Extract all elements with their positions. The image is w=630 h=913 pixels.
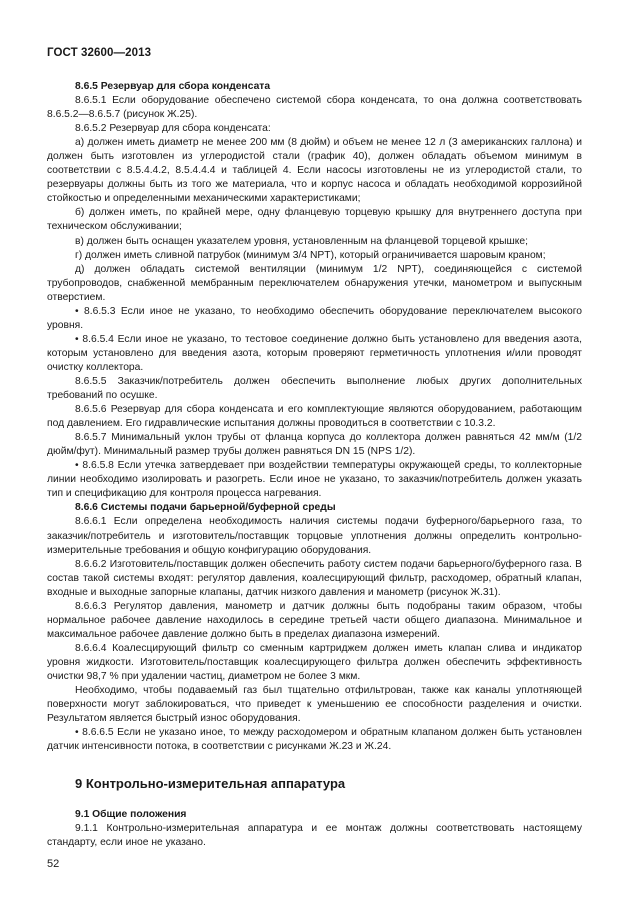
page-number: 52 [47,858,60,870]
paragraph: 8.6.5.7 Минимальный уклон трубы от фланца корпуса до коллектора должен равняться 42 мм/м (1/2 дюйм/фут). Минимальный размер трубы должен равняться DN 15 (NPS 1/2). [47,432,582,458]
bullet-paragraph: • 8.6.5.4 Если иное не указано, то тестовое соединение должно быть установлено для введения азота, которым установлено для введения азота, которым проверяют герметичность уплотнения и/или проводят очистку коллектора. [47,333,582,375]
paragraph: 8.6.5.1 Если оборудование обеспечено системой сбора конденсата, то она должна соответствовать 8.6.5.2—8.6.5.7 (рисунок Ж.25). [47,95,582,121]
bullet-paragraph: • 8.6.6.5 Если не указано иное, то между расходомером и обратным клапаном должен быть установлен датчик интенсивности потока, в соответствии с рисунками Ж.23 и Ж.24. [47,726,582,754]
paragraph: 8.6.5.2 Резервуар для сбора конденсата: [75,123,271,135]
paragraph: 8.6.5.5 Заказчик/потребитель должен обеспечить выполнение любых других дополнительных требований по осушке. [47,375,582,402]
document-body [47,80,582,850]
bullet-paragraph: • 8.6.5.8 Если утечка затвердевает при воздействии температуры окружающей среды, то коллекторные линии необходимо изолировать и разогреть. Если иное не указано, то заказчик/потребитель должен указать тип и спецификацию для контроля процесса нагревания. [47,459,582,501]
list-item: г) должен иметь сливной патрубок (минимум 3/4 NPT), который ограничивается шаровым краном; [75,249,546,261]
paragraph: 8.6.6.1 Если определена необходимость наличия системы подачи буферного/барьерного газа, то заказчик/потребитель и изготовитель/поставщик торцовые уплотнения должны определить контрольно-измерительные требования и общую конфигурацию оборудования. [47,516,582,556]
list-item: б) должен иметь, по крайней мере, одну фланцевую торцевую крышку для внутреннего доступа при техническом обслуживании; [47,207,582,233]
paragraph: 8.6.6.4 Коалесцирующий фильтр со сменным картриджем должен иметь клапан слива и индикатор уровня жидкости. Изготовитель/поставщик коалесцирующего фильтра должен обеспечить эффективность очистки 98,7 % при удалении частиц, диаметром не более 3 мкм. [47,642,582,682]
subsection-title: 9.1 Общие положения [75,809,187,821]
document-header: ГОСТ 32600—2013 [47,47,152,59]
bullet-paragraph: • 8.6.5.3 Если иное не указано, то необходимо обеспечить оборудование переключателем высокого уровня. [47,305,582,333]
list-item: в) должен быть оснащен указателем уровня, установленным на фланцевой торцевой крышке; [75,235,529,247]
paragraph: 8.6.5.6 Резервуар для сбора конденсата и его комплектующие являются оборудованием, работающим под давлением. Его гидравлические испытания должны проводиться в соответствии с 10.3.2. [47,404,582,430]
list-item: а) должен иметь диаметр не менее 200 мм (8 дюйм) и объем не менее 12 л (3 американских галлона) и должен быть изготовлен из углеродистой стали (график 40), должен обладать объемом минимум в соответствии с 8.5.4.4.2, 8.5.4.4.4 и таблицей 4. Если насосы изготовлены не из углеродистой стали, то резервуары должны быть из того же материала, что и корпус насоса и обладать необходимой коррозийной стойкостью и определенными механическими характеристиками; [47,137,582,205]
section-title: 9 Контрольно-измерительная аппаратура [75,776,346,792]
paragraph: 8.6.6.2 Изготовитель/поставщик должен обеспечить работу систем подачи барьерного/буферного газа. В состав такой системы входят: регулятор давления, коалесцирующий фильтр, расходомер, обратный клапан, входные и выходные запорные клапаны, датчик низкого давления и манометр (рисунок Ж.31). [47,558,582,598]
heading-8-6-6: 8.6.6 Системы подачи барьерной/буферной среды [75,502,336,514]
paragraph: 8.6.6.3 Регулятор давления, манометр и датчик должны быть подобраны таким образом, чтобы нормальное рабочее давление находилось в середине третьей части общего диапазона. Минимальное и максимальное рабочее давление должно быть в пределах диапазона измерений. [47,600,582,640]
list-item: д) должен обладать системой вентиляции (минимум 1/2 NPT), соединяющейся с системой трубопроводов, снабженной мембранным переключателем обнаружения утечки, манометром и выпускным отверстием. [47,263,582,303]
heading-8-6-5: 8.6.5 Резервуар для сбора конденсата [75,81,271,92]
paragraph: Необходимо, чтобы подаваемый газ был тщательно отфильтрован, также как каналы уплотняющей поверхности могут заблокироваться, что приведет к уменьшению ее способности разделения и очистки. Результатом является быстрый износ оборудования. [47,685,582,725]
paragraph: 9.1.1 Контрольно-измерительная аппаратура и ее монтаж должны соответствовать настоящему стандарту, если иное не указано. [47,823,582,849]
